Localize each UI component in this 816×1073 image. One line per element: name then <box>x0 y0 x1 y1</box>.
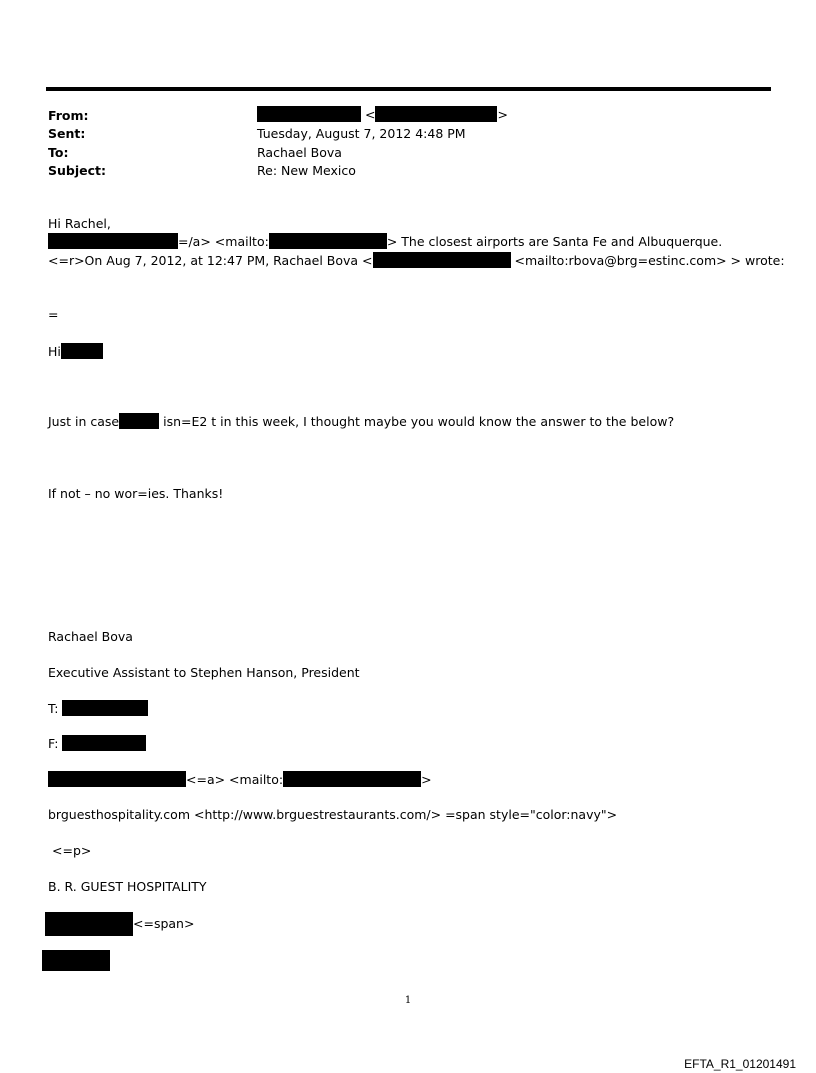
hi-line <box>48 343 103 359</box>
from-label: From: <box>48 108 89 123</box>
website-line: brguesthospitality.com <http://www.brguestrestaurants.com/> =span style="color:navy"> <box>48 807 618 822</box>
sent-label: Sent: <box>48 126 86 141</box>
just-in-case-line <box>48 413 674 429</box>
redacted-name <box>119 413 159 429</box>
fax-label: F: <box>48 736 59 751</box>
from-lt: < <box>364 107 376 122</box>
page-number: 1 <box>404 995 412 1006</box>
phone-line <box>48 700 148 716</box>
subject-label: Subject: <box>48 163 106 178</box>
redacted-email <box>48 771 186 787</box>
span-close-line: <=span> <box>133 916 195 931</box>
redacted-block <box>42 950 110 971</box>
body-line-3-a: <=r>On Aug 7, 2012, at 12:47 PM, Rachael Bova < <box>48 253 373 268</box>
if-not-line: If not – no wor=ies. Thanks! <box>48 486 224 501</box>
document-id: EFTA_R1_01201491 <box>684 1057 796 1071</box>
from-gt: > <box>497 107 508 122</box>
body-line-3-b: <mailto:rbova@brg=estinc.com> > wrote: <box>514 253 785 268</box>
redacted-email <box>283 771 421 787</box>
redacted-sender-name <box>257 106 361 122</box>
p-tag-line: <=p> <box>52 843 92 858</box>
to-label: To: <box>48 145 69 160</box>
body-line-3 <box>48 252 785 268</box>
phone-label: T: <box>48 701 59 716</box>
header-rule <box>46 87 771 91</box>
signature-title: Executive Assistant to Stephen Hanson, President <box>48 665 360 680</box>
greeting: Hi Rachel, <box>48 216 111 231</box>
from-value <box>257 106 508 122</box>
redacted-name <box>61 343 103 359</box>
email-line-a: <=a> <mailto: <box>186 772 284 787</box>
redacted-phone <box>62 700 148 716</box>
fax-line <box>48 735 146 751</box>
redacted-fax <box>62 735 146 751</box>
redacted-email <box>269 233 387 249</box>
redacted-block <box>45 912 133 936</box>
equals-line: = <box>48 307 59 322</box>
just-in-case-b: isn=E2 t in this week, I thought maybe you would know the answer to the below? <box>163 414 675 429</box>
redacted-text <box>48 233 178 249</box>
signature-name: Rachael Bova <box>48 629 133 644</box>
hi-text: Hi <box>48 344 61 359</box>
body-line-2-a: =/a> <mailto: <box>178 234 269 249</box>
company-line: B. R. GUEST HOSPITALITY <box>48 879 207 894</box>
subject-value: Re: New Mexico <box>257 163 356 178</box>
email-line <box>48 771 432 787</box>
redacted-sender-email <box>375 106 497 122</box>
body-line-2-b: > The closest airports are Santa Fe and Albuquerque. <box>386 234 723 249</box>
body-line-2 <box>48 233 722 249</box>
to-value: Rachael Bova <box>257 145 342 160</box>
email-line-b: > <box>421 772 432 787</box>
sent-value: Tuesday, August 7, 2012 4:48 PM <box>257 126 466 141</box>
redacted-email <box>373 252 511 268</box>
just-in-case-a: Just in case <box>48 414 120 429</box>
